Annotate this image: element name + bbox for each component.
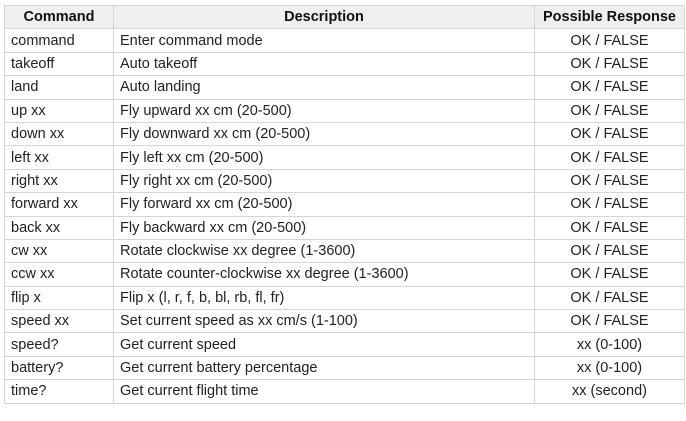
- description-cell: Get current flight time: [114, 380, 535, 403]
- response-cell: xx (0-100): [535, 333, 685, 356]
- command-cell: takeoff: [5, 52, 114, 75]
- description-cell: Rotate clockwise xx degree (1-3600): [114, 239, 535, 262]
- description-cell: Set current speed as xx cm/s (1-100): [114, 310, 535, 333]
- table-row: [5, 29, 685, 52]
- description-cell: Fly upward xx cm (20-500): [114, 99, 535, 122]
- command-cell: left xx: [5, 146, 114, 169]
- response-cell: OK / FALSE: [535, 239, 685, 262]
- table-row: [5, 122, 685, 145]
- response-cell: OK / FALSE: [535, 76, 685, 99]
- response-cell: OK / FALSE: [535, 193, 685, 216]
- command-cell: down xx: [5, 122, 114, 145]
- table-row: [5, 356, 685, 379]
- table-row: [5, 263, 685, 286]
- command-cell: battery?: [5, 356, 114, 379]
- response-cell: OK / FALSE: [535, 122, 685, 145]
- command-cell: forward xx: [5, 193, 114, 216]
- response-cell: OK / FALSE: [535, 286, 685, 309]
- command-cell: speed xx: [5, 310, 114, 333]
- response-cell: OK / FALSE: [535, 52, 685, 75]
- description-cell: Fly downward xx cm (20-500): [114, 122, 535, 145]
- table-header: [5, 6, 685, 29]
- table-row: [5, 216, 685, 239]
- command-cell: up xx: [5, 99, 114, 122]
- header-description: Description: [114, 6, 535, 29]
- table-row: [5, 333, 685, 356]
- response-cell: OK / FALSE: [535, 146, 685, 169]
- command-cell: ccw xx: [5, 263, 114, 286]
- command-cell: land: [5, 76, 114, 99]
- command-cell: cw xx: [5, 239, 114, 262]
- table-row: [5, 52, 685, 75]
- table-row: [5, 310, 685, 333]
- table-row: [5, 380, 685, 403]
- header-row: [5, 6, 685, 29]
- command-cell: flip x: [5, 286, 114, 309]
- description-cell: Flip x (l, r, f, b, bl, rb, fl, fr): [114, 286, 535, 309]
- response-cell: OK / FALSE: [535, 99, 685, 122]
- table-row: [5, 169, 685, 192]
- response-cell: xx (0-100): [535, 356, 685, 379]
- header-possible-response: Possible Response: [535, 6, 685, 29]
- description-cell: Get current speed: [114, 333, 535, 356]
- header-command: Command: [5, 6, 114, 29]
- command-cell: speed?: [5, 333, 114, 356]
- description-cell: Get current battery percentage: [114, 356, 535, 379]
- description-cell: Auto takeoff: [114, 52, 535, 75]
- response-cell: OK / FALSE: [535, 216, 685, 239]
- command-cell: command: [5, 29, 114, 52]
- response-cell: OK / FALSE: [535, 310, 685, 333]
- response-cell: OK / FALSE: [535, 263, 685, 286]
- table-row: [5, 239, 685, 262]
- response-cell: OK / FALSE: [535, 29, 685, 52]
- command-cell: time?: [5, 380, 114, 403]
- description-cell: Fly forward xx cm (20-500): [114, 193, 535, 216]
- description-cell: Fly left xx cm (20-500): [114, 146, 535, 169]
- command-table: [4, 5, 685, 404]
- description-cell: Enter command mode: [114, 29, 535, 52]
- description-cell: Auto landing: [114, 76, 535, 99]
- response-cell: xx (second): [535, 380, 685, 403]
- table-row: [5, 286, 685, 309]
- response-cell: OK / FALSE: [535, 169, 685, 192]
- command-cell: back xx: [5, 216, 114, 239]
- description-cell: Fly right xx cm (20-500): [114, 169, 535, 192]
- description-cell: Rotate counter-clockwise xx degree (1-3600): [114, 263, 535, 286]
- table-row: [5, 76, 685, 99]
- table-row: [5, 99, 685, 122]
- table-row: [5, 193, 685, 216]
- command-cell: right xx: [5, 169, 114, 192]
- description-cell: Fly backward xx cm (20-500): [114, 216, 535, 239]
- table-body: [5, 29, 685, 403]
- table-row: [5, 146, 685, 169]
